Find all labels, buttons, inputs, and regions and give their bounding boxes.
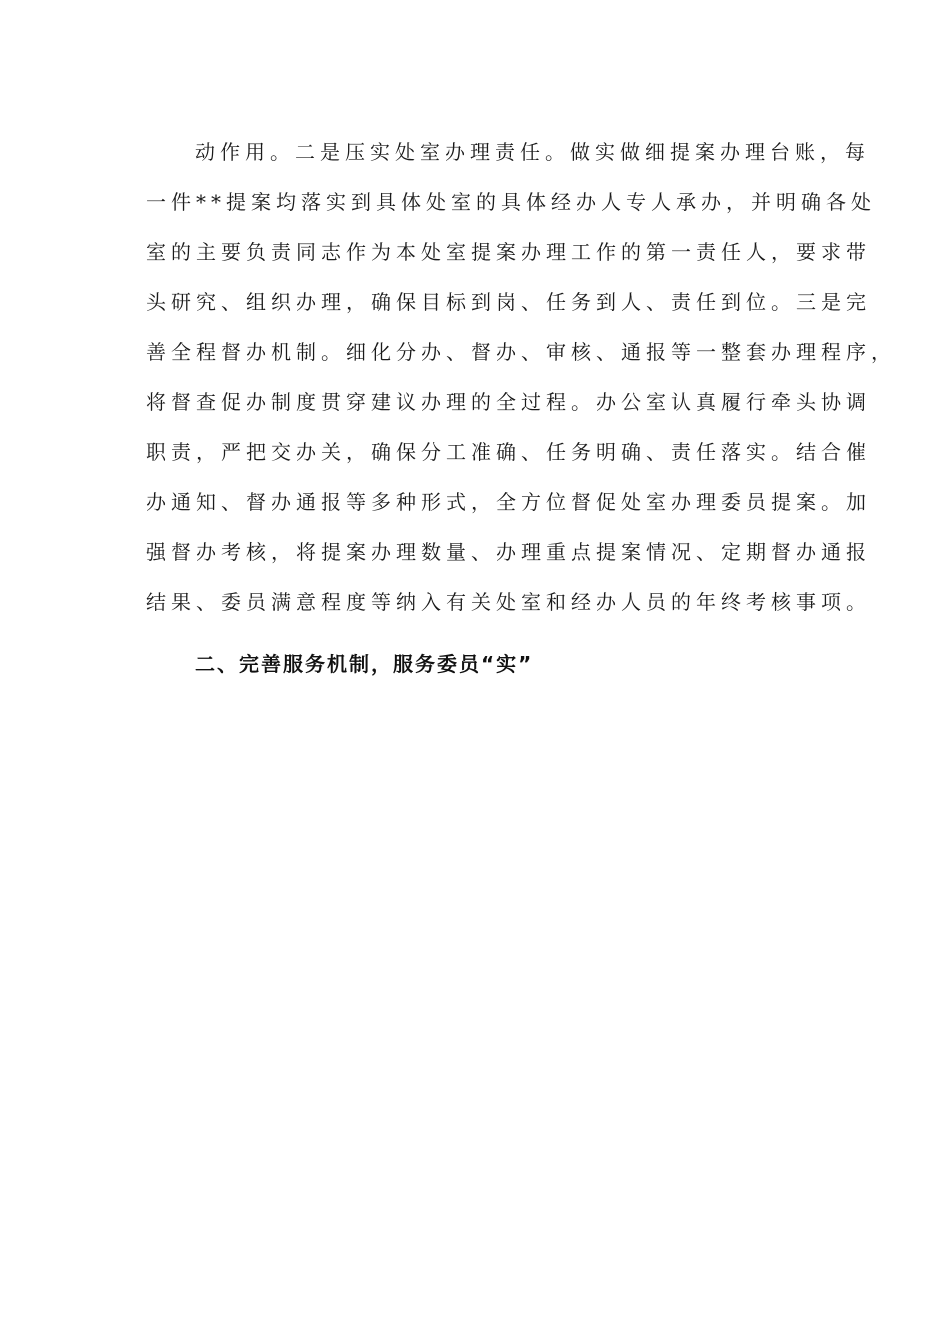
paragraph-line: 室的主要负责同志作为本处室提案办理工作的第一责任人，要求带 — [146, 240, 871, 264]
paragraph-line: 一件**提案均落实到具体处室的具体经办人专人承办，并明确各处 — [146, 190, 876, 214]
paragraph-line: 头研究、组织办理，确保目标到岗、任务到人、责任到位。三是完 — [146, 290, 871, 314]
paragraph-line: 动作用。二是压实处室办理责任。做实做细提案办理台账，每 — [195, 140, 870, 164]
paragraph-line: 将督查促办制度贯穿建议办理的全过程。办公室认真履行牵头协调 — [146, 390, 871, 414]
paragraph-line: 善全程督办机制。细化分办、督办、审核、通报等一整套办理程序， — [146, 340, 896, 364]
paragraph-line: 结果、委员满意程度等纳入有关处室和经办人员的年终考核事项。 — [146, 590, 871, 614]
section-heading: 二、完善服务机制，服务委员“实” — [195, 652, 534, 676]
paragraph-line: 办通知、督办通报等多种形式，全方位督促处室办理委员提案。加 — [146, 490, 871, 514]
paragraph-line: 强督办考核，将提案办理数量、办理重点提案情况、定期督办通报 — [146, 540, 871, 564]
paragraph-line: 职责，严把交办关，确保分工准确、任务明确、责任落实。结合催 — [146, 440, 871, 464]
